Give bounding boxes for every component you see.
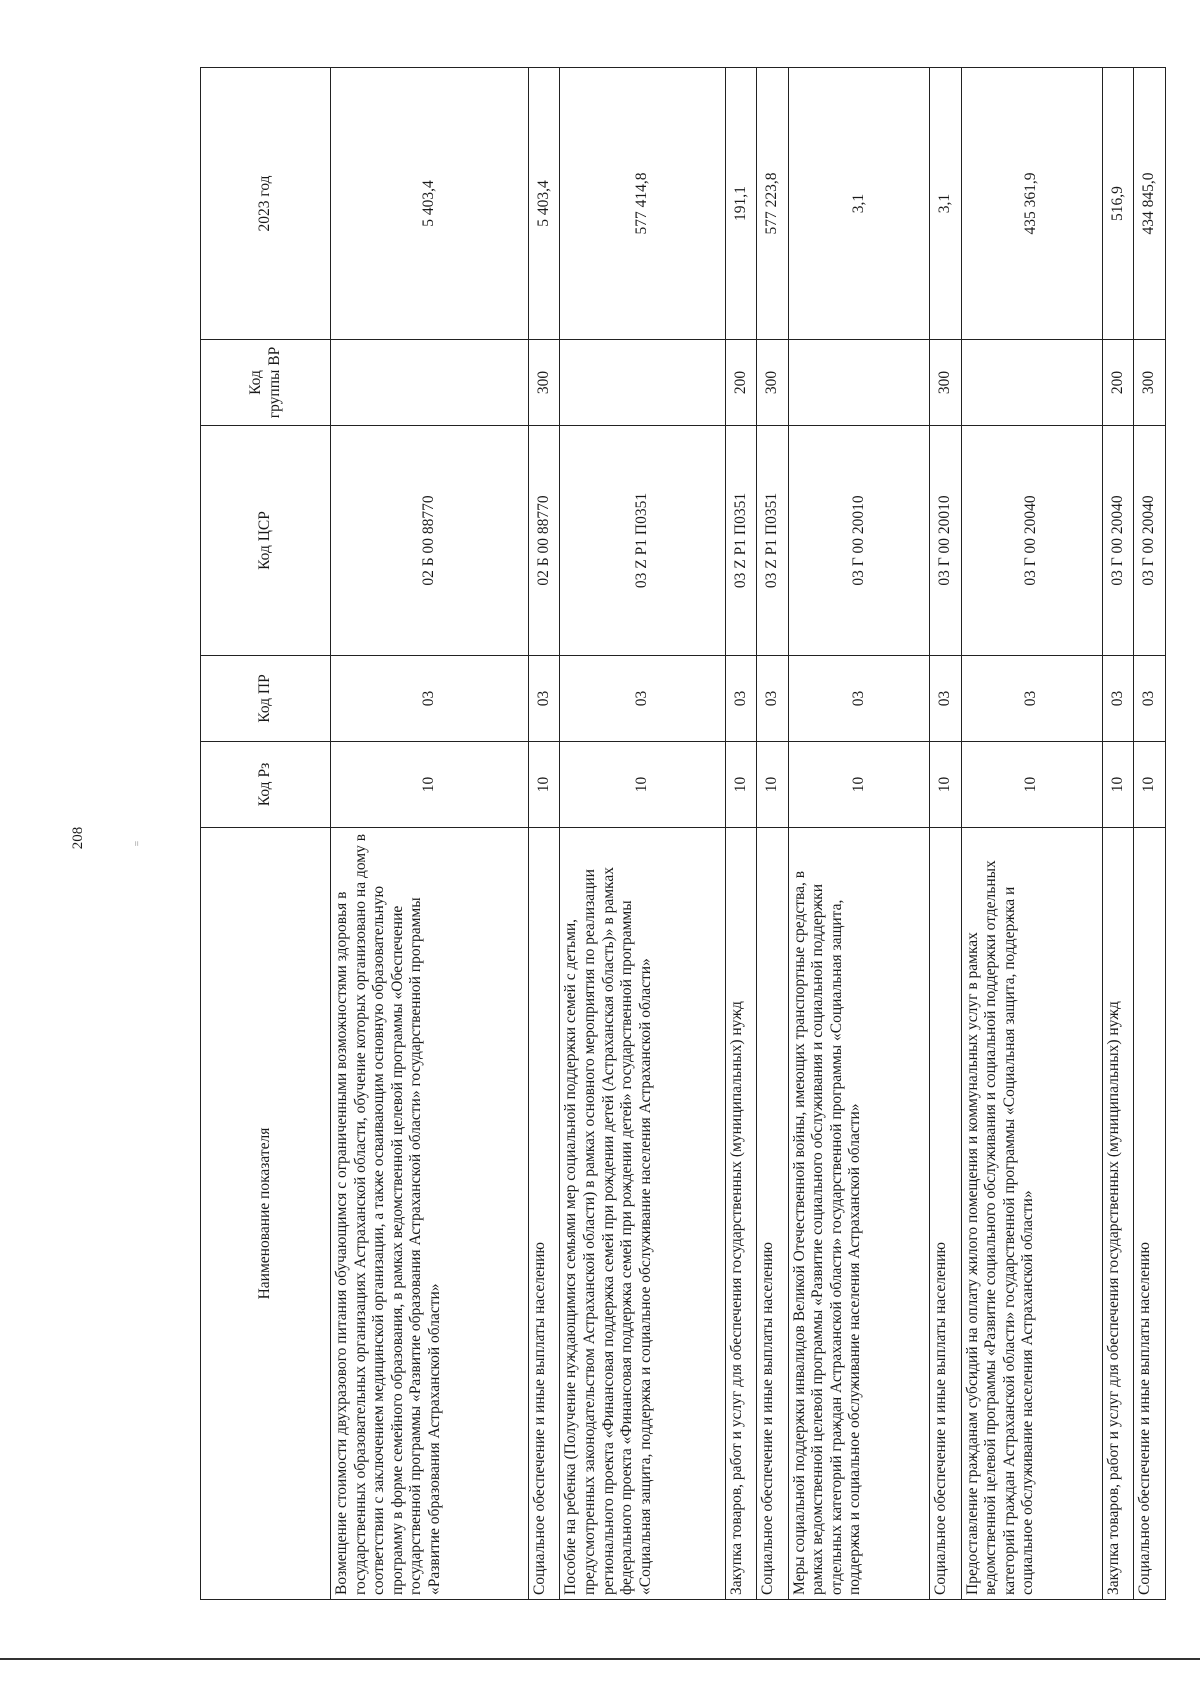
header-vr: Код группы ВР [201, 340, 331, 426]
row-name: Меры социальной поддержки инвалидов Великой Отечественной войны, имеющих транспортные средства, в рамках ведомственной целевой программы «Развитие социального обслуживания и социальной поддержки отдельных категорий граждан Астраханской области» государственной программы «Социальная защита, поддержка и социальное обслуживание населения Астраханской области» [788, 828, 929, 1600]
row-vr [961, 340, 1102, 426]
row-pr: 03 [757, 656, 789, 742]
row-rz: 10 [788, 742, 929, 828]
row-rz: 10 [961, 742, 1102, 828]
table-row [560, 68, 725, 1600]
row-pr: 03 [331, 656, 529, 742]
table-row [528, 68, 560, 1600]
row-name: Социальное обеспечение и иные выплаты населению [1134, 828, 1166, 1600]
row-amount: 3,1 [930, 68, 962, 340]
row-pr: 03 [1102, 656, 1134, 742]
row-pr: 03 [788, 656, 929, 742]
row-csr: 02 Б 00 88770 [528, 426, 560, 656]
row-amount: 5 403,4 [528, 68, 560, 340]
row-rz: 10 [930, 742, 962, 828]
header-name: Наименование показателя [201, 828, 331, 1600]
row-amount: 516,9 [1102, 68, 1134, 340]
row-name: Закупка товаров, работ и услуг для обеспечения государственных (муниципальных) нужд [725, 828, 757, 1600]
row-vr: 300 [528, 340, 560, 426]
row-name: Закупка товаров, работ и услуг для обеспечения государственных (муниципальных) нужд [1102, 828, 1134, 1600]
row-pr: 03 [961, 656, 1102, 742]
row-csr: 03 Z P1 П0351 [725, 426, 757, 656]
row-rz: 10 [725, 742, 757, 828]
row-rz: 10 [757, 742, 789, 828]
row-csr: 03 Z P1 П0351 [560, 426, 725, 656]
row-vr [331, 340, 529, 426]
table-row [961, 68, 1102, 1600]
row-name: Предоставление гражданам субсидий на оплату жилого помещения и коммунальных услуг в рамках ведомственной целевой программы «Развитие социального обслуживания и социальной поддержки отдельных категорий граждан Астраханской области» государственной программы «Социальная защита, поддержка и социальное обслуживание населения Астраханской области» [961, 828, 1102, 1600]
header-csr: Код ЦСР [201, 426, 331, 656]
row-amount: 3,1 [788, 68, 929, 340]
row-csr: 03 Z P1 П0351 [757, 426, 789, 656]
page-number: 208 [70, 826, 86, 850]
row-csr: 03 Г 00 20010 [788, 426, 929, 656]
row-pr: 03 [930, 656, 962, 742]
row-vr [788, 340, 929, 426]
table-row [930, 68, 962, 1600]
row-rz: 10 [1134, 742, 1166, 828]
row-vr: 200 [725, 340, 757, 426]
row-rz: 10 [331, 742, 529, 828]
budget-table [200, 67, 1166, 1600]
header-pr: Код ПР [201, 656, 331, 742]
row-csr: 03 Г 00 20040 [961, 426, 1102, 656]
row-pr: 03 [725, 656, 757, 742]
row-name: Социальное обеспечение и иные выплаты населению [930, 828, 962, 1600]
row-rz: 10 [1102, 742, 1134, 828]
table-row [1102, 68, 1134, 1600]
row-vr: 300 [1134, 340, 1166, 426]
row-amount: 577 414,8 [560, 68, 725, 340]
row-name: Возмещение стоимости двухразового питания обучающимся с ограниченными возможностями здоровья в государственных образовательных организациях Астраханской области, обучение которых организовано на дому в соответствии с заключением медицинской организации, а также осваивающим основную образовательную программу в форме семейного образования, в рамках ведомственной целевой программы «Обеспечение государственной программы «Развитие образования Астраханской области» государственной программы «Развитие образования Астраханской области» [331, 828, 529, 1600]
scan-mark: = [132, 840, 144, 847]
row-rz: 10 [528, 742, 560, 828]
row-vr: 200 [1102, 340, 1134, 426]
row-csr: 03 Г 00 20010 [930, 426, 962, 656]
row-vr: 300 [930, 340, 962, 426]
row-csr: 03 Г 00 20040 [1134, 426, 1166, 656]
table-row [757, 68, 789, 1600]
row-csr: 03 Г 00 20040 [1102, 426, 1134, 656]
row-amount: 434 845,0 [1134, 68, 1166, 340]
row-amount: 5 403,4 [331, 68, 529, 340]
row-csr: 02 Б 00 88770 [331, 426, 529, 656]
row-amount: 577 223,8 [757, 68, 789, 340]
row-name: Социальное обеспечение и иные выплаты населению [757, 828, 789, 1600]
row-amount: 191,1 [725, 68, 757, 340]
row-rz: 10 [560, 742, 725, 828]
row-amount: 435 361,9 [961, 68, 1102, 340]
row-vr [560, 340, 725, 426]
table-row [725, 68, 757, 1600]
row-name: Пособие на ребенка (Получение нуждающимися семьями мер социальной поддержки семей с детьми, предусмотренных законодательством Астраханской области) в рамках основного мероприятия по реализации регионального проекта «Финансовая поддержка семей при рождении детей (Астраханская область)» в рамках федерального проекта «Финансовая поддержка семей при рождении детей» государственной программы «Социальная защита, поддержка и социальное обслуживание населения Астраханской области» [560, 828, 725, 1600]
table-row [331, 68, 529, 1600]
budget-table-rotated [200, 68, 1166, 1600]
bottom-divider [0, 1658, 1200, 1660]
row-pr: 03 [560, 656, 725, 742]
row-pr: 03 [1134, 656, 1166, 742]
row-vr: 300 [757, 340, 789, 426]
header-year: 2023 год [201, 68, 331, 340]
table-header-row [201, 68, 331, 1600]
row-pr: 03 [528, 656, 560, 742]
table-row [788, 68, 929, 1600]
row-name: Социальное обеспечение и иные выплаты населению [528, 828, 560, 1600]
header-rz: Код Рз [201, 742, 331, 828]
table-row [1134, 68, 1166, 1600]
